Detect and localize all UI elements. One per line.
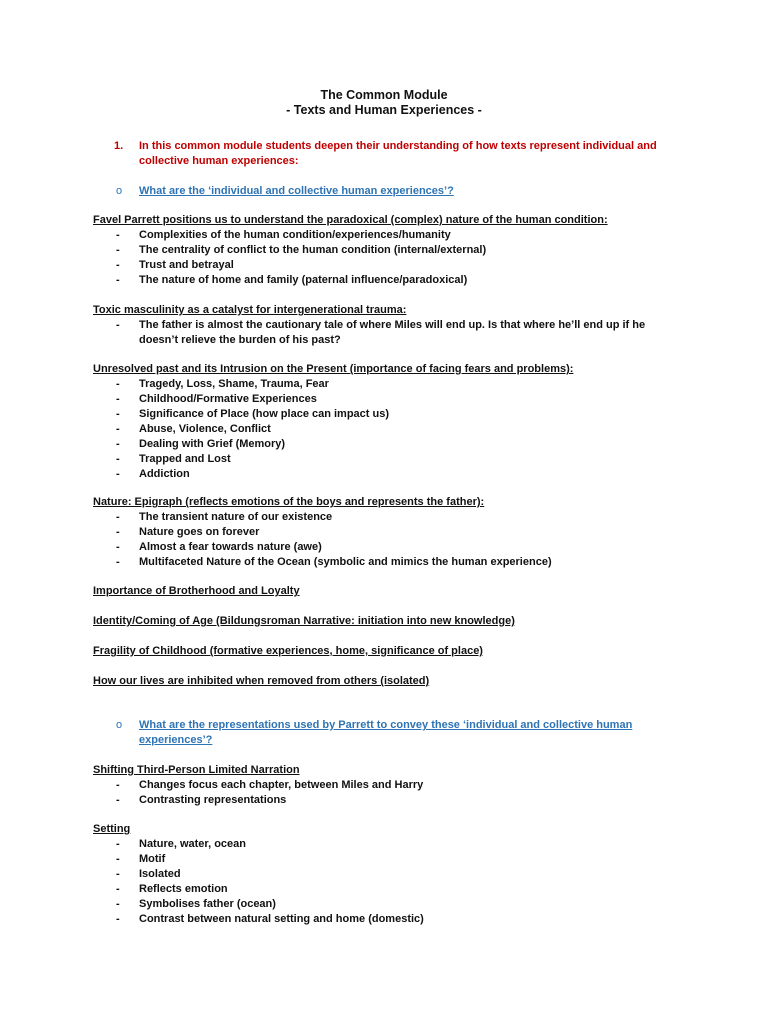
list-item: - Addiction: [93, 467, 679, 482]
heading-brotherhood: Importance of Brotherhood and Loyalty: [93, 585, 300, 597]
heading-identity: Identity/Coming of Age (Bildungsroman Narrative: initiation into new knowledge): [93, 615, 515, 627]
intro-text: In this common module students deepen their understanding of how texts represent individual and collective human experiences:: [139, 140, 657, 167]
list-item: - The father is almost the cautionary tale of where Miles will end up. Is that where he’ll end up if he doesn’t relieve the burden of his past?: [93, 318, 679, 348]
list-item: - Isolated: [93, 867, 679, 882]
section-favel-parrett: [93, 213, 713, 288]
list-item: - The centrality of conflict to the human condition (internal/external): [93, 243, 679, 258]
document-subtitle: - Texts and Human Experiences -: [286, 103, 482, 117]
bullet-list: [93, 778, 713, 808]
circle-bullet-icon: o: [116, 185, 123, 197]
section-heading: Nature: Epigraph (reflects emotions of the boys and represents the father):: [93, 496, 485, 508]
section-heading: Setting: [93, 823, 131, 835]
list-item: - Dealing with Grief (Memory): [93, 437, 679, 452]
section-heading: Toxic masculinity as a catalyst for intergenerational trauma:: [93, 304, 407, 316]
list-item: - The transient nature of our existence: [93, 510, 679, 525]
bullet-list: [93, 318, 713, 348]
bullet-list: [93, 837, 713, 927]
list-item: - Almost a fear towards nature (awe): [93, 540, 679, 555]
list-item: - Nature goes on forever: [93, 525, 679, 540]
circle-bullet-icon: o: [116, 719, 123, 731]
section-heading: Unresolved past and its Intrusion on the Present (importance of facing fears and problems):: [93, 363, 574, 375]
list-item: - Contrasting representations: [93, 793, 679, 808]
list-item: - Nature, water, ocean: [93, 837, 679, 852]
document-title: The Common Module: [320, 88, 448, 102]
list-item: - Reflects emotion: [93, 882, 679, 897]
list-item: - Contrast between natural setting and home (domestic): [93, 912, 679, 927]
list-item: - Multifaceted Nature of the Ocean (symbolic and mimics the human experience): [93, 555, 679, 570]
bullet-list: [93, 228, 713, 288]
list-item: - Changes focus each chapter, between Miles and Harry: [93, 778, 679, 793]
list-item: - Childhood/Formative Experiences: [93, 392, 679, 407]
section-heading: Favel Parrett positions us to understand the paradoxical (complex) nature of the human condition:: [93, 214, 608, 226]
list-item: - Significance of Place (how place can impact us): [93, 407, 679, 422]
bullet-list: [93, 377, 713, 482]
section-unresolved-past: [93, 362, 713, 482]
question-link-1[interactable]: What are the ‘individual and collective human experiences’?: [139, 185, 454, 197]
section-toxic-masculinity: [93, 303, 713, 348]
list-item: - Complexities of the human condition/experiences/humanity: [93, 228, 679, 243]
section-setting: [93, 822, 713, 927]
intro-paragraph: [114, 139, 669, 169]
section-narration: [93, 763, 713, 808]
list-item: - Abuse, Violence, Conflict: [93, 422, 679, 437]
question-link-2[interactable]: What are the representations used by Parrett to convey these ‘individual and collective human experiences’?: [139, 719, 633, 746]
heading-isolation: How our lives are inhibited when removed from others (isolated): [93, 675, 430, 687]
list-item: - Trapped and Lost: [93, 452, 679, 467]
intro-number: 1.: [114, 140, 124, 152]
list-item: - Tragedy, Loss, Shame, Trauma, Fear: [93, 377, 679, 392]
section-heading: Shifting Third-Person Limited Narration: [93, 764, 300, 776]
list-item: - The nature of home and family (paternal influence/paradoxical): [93, 273, 679, 288]
list-item: - Symbolises father (ocean): [93, 897, 679, 912]
bullet-list: [93, 510, 713, 570]
list-item: - Trust and betrayal: [93, 258, 679, 273]
list-item: - Motif: [93, 852, 679, 867]
heading-fragility: Fragility of Childhood (formative experiences, home, significance of place): [93, 645, 483, 657]
section-nature-epigraph: [93, 495, 713, 570]
